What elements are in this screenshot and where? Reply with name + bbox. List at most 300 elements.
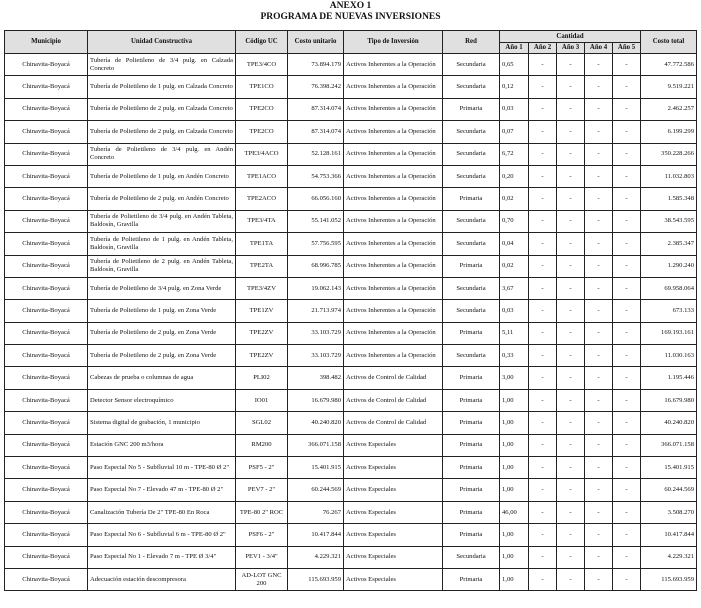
- cell-anio-4: -: [585, 165, 613, 187]
- cell-costo-unitario: 76.398.242: [288, 76, 344, 98]
- cell-red: Primaria: [443, 568, 500, 590]
- cell-municipio: Chinavita-Boyacá: [5, 188, 88, 210]
- cell-red: Primaria: [443, 501, 500, 523]
- cell-unidad: Tubería de Polietileno de 2 pulg. en Andén Concreto: [88, 188, 236, 210]
- table-row: [5, 54, 697, 76]
- table-row: [5, 345, 697, 367]
- cell-costo-unitario: 76.267: [288, 501, 344, 523]
- cell-anio-4: -: [585, 121, 613, 143]
- cell-anio-4: -: [585, 345, 613, 367]
- cell-unidad: Estación GNC 200 m3/hora: [88, 434, 236, 456]
- cell-anio-3: -: [557, 479, 585, 501]
- cell-tipo: Activos Especiales: [344, 524, 443, 546]
- cell-anio-5: -: [613, 524, 641, 546]
- cell-red: Secundaria: [443, 165, 500, 187]
- header-tipo: Tipo de Inversión: [344, 31, 443, 54]
- cell-anio-4: -: [585, 233, 613, 255]
- cell-anio-3: -: [557, 322, 585, 344]
- cell-tipo: Activos de Control de Calidad: [344, 412, 443, 434]
- cell-anio-1: 0,03: [500, 98, 529, 120]
- cell-anio-2: -: [529, 210, 557, 232]
- cell-codigo: TPE2CO: [236, 98, 288, 120]
- cell-anio-1: 1,00: [500, 412, 529, 434]
- cell-codigo: TPE1TA: [236, 233, 288, 255]
- cell-costo-unitario: 115.693.959: [288, 568, 344, 590]
- cell-costo-unitario: 66.056.160: [288, 188, 344, 210]
- cell-anio-5: -: [613, 165, 641, 187]
- cell-anio-2: -: [529, 143, 557, 165]
- cell-costo-total: 16.679.980: [641, 389, 697, 411]
- cell-costo-total: 40.240.820: [641, 412, 697, 434]
- cell-anio-1: 0,04: [500, 233, 529, 255]
- cell-anio-2: -: [529, 255, 557, 277]
- cell-costo-total: 9.519.221: [641, 76, 697, 98]
- cell-tipo: Activos Inherentes a la Operación: [344, 210, 443, 232]
- cell-costo-total: 1.195.446: [641, 367, 697, 389]
- cell-costo-unitario: 366.071.158: [288, 434, 344, 456]
- cell-anio-1: 1,00: [500, 546, 529, 568]
- table-row: [5, 233, 697, 255]
- cell-costo-unitario: 40.240.820: [288, 412, 344, 434]
- cell-tipo: Activos Inherentes a la Operación: [344, 54, 443, 76]
- cell-costo-unitario: 4.229.321: [288, 546, 344, 568]
- cell-municipio: Chinavita-Boyacá: [5, 255, 88, 277]
- cell-costo-total: 366.071.158: [641, 434, 697, 456]
- cell-municipio: Chinavita-Boyacá: [5, 367, 88, 389]
- cell-anio-1: 1,00: [500, 524, 529, 546]
- cell-tipo: Activos Inherentes a la Operación: [344, 121, 443, 143]
- header-municipio: Municipio: [5, 31, 88, 54]
- cell-costo-total: 60.244.569: [641, 479, 697, 501]
- cell-unidad: Tubería de Polietileno de 2 pulg. en Andén Tableta, Baldosín, Gravilla: [88, 255, 236, 277]
- cell-costo-total: 11.030.163: [641, 345, 697, 367]
- cell-tipo: Activos Inherentes a la Operación: [344, 188, 443, 210]
- cell-anio-3: -: [557, 412, 585, 434]
- cell-anio-5: -: [613, 322, 641, 344]
- cell-red: Secundaria: [443, 345, 500, 367]
- cell-anio-2: -: [529, 76, 557, 98]
- cell-costo-total: 115.693.959: [641, 568, 697, 590]
- cell-red: Secundaria: [443, 210, 500, 232]
- table-row: [5, 479, 697, 501]
- cell-anio-5: -: [613, 389, 641, 411]
- cell-anio-2: -: [529, 277, 557, 299]
- cell-codigo: TPE2CO: [236, 121, 288, 143]
- cell-anio-5: -: [613, 210, 641, 232]
- cell-municipio: Chinavita-Boyacá: [5, 277, 88, 299]
- table-body: [5, 54, 697, 591]
- cell-costo-unitario: 16.679.980: [288, 389, 344, 411]
- cell-costo-total: 4.229.321: [641, 546, 697, 568]
- cell-costo-unitario: 60.244.569: [288, 479, 344, 501]
- cell-red: Secundaria: [443, 76, 500, 98]
- cell-unidad: Detector Sensor electroquímico: [88, 389, 236, 411]
- cell-red: Secundaria: [443, 300, 500, 322]
- annex-label: ANEXO 1: [329, 1, 372, 11]
- cell-municipio: Chinavita-Boyacá: [5, 389, 88, 411]
- cell-anio-1: 0,02: [500, 255, 529, 277]
- cell-municipio: Chinavita-Boyacá: [5, 210, 88, 232]
- cell-costo-total: 1.290.240: [641, 255, 697, 277]
- cell-anio-1: 1,00: [500, 568, 529, 590]
- cell-anio-4: -: [585, 255, 613, 277]
- cell-anio-1: 0,65: [500, 54, 529, 76]
- cell-costo-total: 47.772.586: [641, 54, 697, 76]
- cell-codigo: TPE3/4ZV: [236, 277, 288, 299]
- cell-anio-5: -: [613, 98, 641, 120]
- cell-anio-3: -: [557, 501, 585, 523]
- cell-anio-2: -: [529, 121, 557, 143]
- cell-costo-unitario: 33.103.729: [288, 345, 344, 367]
- cell-anio-5: -: [613, 255, 641, 277]
- cell-tipo: Activos Especiales: [344, 501, 443, 523]
- header-costo-total: Costo total: [641, 31, 697, 54]
- cell-codigo: PSF6 - 2": [236, 524, 288, 546]
- table-row: [5, 300, 697, 322]
- cell-anio-5: -: [613, 345, 641, 367]
- cell-anio-4: -: [585, 277, 613, 299]
- cell-tipo: Activos de Control de Calidad: [344, 389, 443, 411]
- cell-unidad: Tubería de Polietileno de 1 pulg. en Calzada Concreto: [88, 76, 236, 98]
- document-title: PROGRAMA DE NUEVAS INVERSIONES: [260, 12, 441, 22]
- cell-anio-4: -: [585, 76, 613, 98]
- cell-anio-2: -: [529, 54, 557, 76]
- cell-tipo: Activos Especiales: [344, 568, 443, 590]
- cell-red: Primaria: [443, 98, 500, 120]
- cell-costo-unitario: 21.713.974: [288, 300, 344, 322]
- cell-unidad: Tubería de Polietileno de 3/4 pulg. en Zona Verde: [88, 277, 236, 299]
- cell-anio-5: -: [613, 54, 641, 76]
- cell-municipio: Chinavita-Boyacá: [5, 121, 88, 143]
- cell-municipio: Chinavita-Boyacá: [5, 501, 88, 523]
- cell-anio-2: -: [529, 546, 557, 568]
- cell-anio-2: -: [529, 165, 557, 187]
- table-row: [5, 434, 697, 456]
- cell-anio-3: -: [557, 143, 585, 165]
- cell-codigo: TPE1ZV: [236, 300, 288, 322]
- cell-unidad: Tubería de Polietileno de 3/4 pulg. en Calzada Concreto: [88, 54, 236, 76]
- cell-municipio: Chinavita-Boyacá: [5, 165, 88, 187]
- table-row: [5, 76, 697, 98]
- cell-codigo: TPE2ZV: [236, 322, 288, 344]
- cell-anio-1: 0,12: [500, 76, 529, 98]
- cell-anio-5: -: [613, 300, 641, 322]
- header-anio-3: Año 3: [557, 43, 585, 54]
- cell-tipo: Activos Inherentes a la Operación: [344, 98, 443, 120]
- cell-anio-2: -: [529, 98, 557, 120]
- cell-anio-1: 1,00: [500, 434, 529, 456]
- cell-anio-1: 0,20: [500, 165, 529, 187]
- cell-anio-3: -: [557, 210, 585, 232]
- cell-municipio: Chinavita-Boyacá: [5, 546, 88, 568]
- cell-tipo: Activos Especiales: [344, 479, 443, 501]
- cell-anio-1: 5,11: [500, 322, 529, 344]
- cell-municipio: Chinavita-Boyacá: [5, 143, 88, 165]
- cell-municipio: Chinavita-Boyacá: [5, 479, 88, 501]
- cell-anio-1: 1,00: [500, 389, 529, 411]
- cell-anio-1: 0,07: [500, 121, 529, 143]
- cell-codigo: TPE3/4ACO: [236, 143, 288, 165]
- cell-codigo: PEV1 - 3/4": [236, 546, 288, 568]
- cell-tipo: Activos Especiales: [344, 457, 443, 479]
- cell-unidad: Adecuación estación descompresora: [88, 568, 236, 590]
- cell-costo-total: 3.508.270: [641, 501, 697, 523]
- cell-anio-2: -: [529, 457, 557, 479]
- cell-codigo: PSF5 - 2": [236, 457, 288, 479]
- cell-codigo: TPE2TA: [236, 255, 288, 277]
- header-anio-2: Año 2: [529, 43, 557, 54]
- cell-anio-5: -: [613, 412, 641, 434]
- cell-municipio: Chinavita-Boyacá: [5, 434, 88, 456]
- cell-costo-unitario: 15.401.915: [288, 457, 344, 479]
- cell-anio-3: -: [557, 568, 585, 590]
- cell-anio-2: -: [529, 434, 557, 456]
- table-row: [5, 367, 697, 389]
- cell-municipio: Chinavita-Boyacá: [5, 457, 88, 479]
- cell-anio-5: -: [613, 367, 641, 389]
- cell-costo-unitario: 33.103.729: [288, 322, 344, 344]
- cell-codigo: TPE1ACO: [236, 165, 288, 187]
- cell-anio-5: -: [613, 546, 641, 568]
- cell-costo-total: 6.199.299: [641, 121, 697, 143]
- cell-red: Primaria: [443, 457, 500, 479]
- cell-red: Primaria: [443, 188, 500, 210]
- cell-anio-2: -: [529, 188, 557, 210]
- cell-anio-4: -: [585, 524, 613, 546]
- cell-costo-total: 11.032.803: [641, 165, 697, 187]
- cell-anio-3: -: [557, 345, 585, 367]
- cell-anio-2: -: [529, 479, 557, 501]
- cell-anio-3: -: [557, 121, 585, 143]
- cell-unidad: Tubería de Polietileno de 2 pulg. en Zona Verde: [88, 345, 236, 367]
- cell-codigo: AD-LOT GNC 200: [236, 568, 288, 590]
- cell-anio-3: -: [557, 54, 585, 76]
- document-header: [0, 0, 701, 23]
- cell-anio-3: -: [557, 524, 585, 546]
- header-cantidad: Cantidad: [500, 31, 641, 43]
- cell-anio-3: -: [557, 165, 585, 187]
- cell-costo-unitario: 87.314.074: [288, 98, 344, 120]
- cell-costo-total: 38.543.595: [641, 210, 697, 232]
- cell-unidad: Tubería de Polietileno de 2 pulg. en Zona Verde: [88, 322, 236, 344]
- cell-anio-2: -: [529, 412, 557, 434]
- cell-unidad: Cabezas de prueba o columnas de agua: [88, 367, 236, 389]
- cell-anio-1: 0,33: [500, 345, 529, 367]
- cell-tipo: Activos Inherentes a la Operación: [344, 300, 443, 322]
- cell-anio-4: -: [585, 210, 613, 232]
- cell-costo-unitario: 73.894.179: [288, 54, 344, 76]
- table-row: [5, 255, 697, 277]
- cell-tipo: Activos Inherentes a la Operación: [344, 277, 443, 299]
- cell-anio-5: -: [613, 76, 641, 98]
- cell-anio-4: -: [585, 412, 613, 434]
- cell-costo-total: 2.385.347: [641, 233, 697, 255]
- cell-codigo: PLI02: [236, 367, 288, 389]
- cell-anio-1: 6,72: [500, 143, 529, 165]
- cell-municipio: Chinavita-Boyacá: [5, 54, 88, 76]
- cell-tipo: Activos Inherentes a la Operación: [344, 322, 443, 344]
- cell-costo-unitario: 68.996.785: [288, 255, 344, 277]
- cell-unidad: Paso Especial No 7 - Elevado 47 m - TPE-80 Ø 2": [88, 479, 236, 501]
- cell-municipio: Chinavita-Boyacá: [5, 345, 88, 367]
- cell-anio-4: -: [585, 143, 613, 165]
- cell-tipo: Activos Inherentes a la Operación: [344, 143, 443, 165]
- table-row: [5, 210, 697, 232]
- table-row: [5, 165, 697, 187]
- cell-anio-5: -: [613, 233, 641, 255]
- cell-anio-2: -: [529, 524, 557, 546]
- cell-costo-unitario: 398.482: [288, 367, 344, 389]
- cell-codigo: TPE-80 2" ROC: [236, 501, 288, 523]
- cell-anio-4: -: [585, 546, 613, 568]
- cell-anio-2: -: [529, 568, 557, 590]
- cell-red: Secundaria: [443, 54, 500, 76]
- cell-anio-4: -: [585, 54, 613, 76]
- cell-anio-1: 1,00: [500, 479, 529, 501]
- cell-anio-3: -: [557, 98, 585, 120]
- cell-unidad: Canalización Tubería De 2" TPE-80 En Roca: [88, 501, 236, 523]
- cell-anio-1: 3,67: [500, 277, 529, 299]
- cell-unidad: Tubería de Polietileno de 3/4 pulg. en Andén Tableta, Baldosín, Gravilla: [88, 210, 236, 232]
- header-anio-1: Año 1: [500, 43, 529, 54]
- cell-anio-3: -: [557, 233, 585, 255]
- cell-anio-5: -: [613, 277, 641, 299]
- cell-red: Primaria: [443, 322, 500, 344]
- cell-anio-1: 0,70: [500, 210, 529, 232]
- cell-codigo: TPE3/4CO: [236, 54, 288, 76]
- cell-costo-total: 15.401.915: [641, 457, 697, 479]
- cell-anio-3: -: [557, 546, 585, 568]
- cell-unidad: Tubería de Polietileno de 2 pulg. en Calzada Concreto: [88, 98, 236, 120]
- table-row: [5, 457, 697, 479]
- cell-codigo: TPE2ZV: [236, 345, 288, 367]
- table-row: [5, 143, 697, 165]
- cell-municipio: Chinavita-Boyacá: [5, 412, 88, 434]
- cell-anio-3: -: [557, 389, 585, 411]
- cell-anio-5: -: [613, 188, 641, 210]
- cell-costo-total: 673.133: [641, 300, 697, 322]
- table-row: [5, 412, 697, 434]
- table-row: [5, 568, 697, 590]
- cell-red: Secundaria: [443, 233, 500, 255]
- cell-anio-4: -: [585, 188, 613, 210]
- header-unidad: Unidad Constructiva: [88, 31, 236, 54]
- cell-anio-5: -: [613, 501, 641, 523]
- investment-table: [4, 30, 697, 591]
- cell-red: Primaria: [443, 479, 500, 501]
- table-row: [5, 524, 697, 546]
- table-row: [5, 98, 697, 120]
- cell-anio-4: -: [585, 322, 613, 344]
- cell-anio-4: -: [585, 568, 613, 590]
- cell-codigo: PEV7 - 2": [236, 479, 288, 501]
- cell-unidad: Paso Especial No 5 - Subfluvial 10 m - TPE-80 Ø 2": [88, 457, 236, 479]
- cell-red: Primaria: [443, 524, 500, 546]
- cell-anio-5: -: [613, 479, 641, 501]
- cell-anio-1: 0,02: [500, 188, 529, 210]
- cell-costo-unitario: 87.314.074: [288, 121, 344, 143]
- table-row: [5, 277, 697, 299]
- cell-costo-unitario: 19.062.143: [288, 277, 344, 299]
- cell-municipio: Chinavita-Boyacá: [5, 300, 88, 322]
- table-row: [5, 188, 697, 210]
- cell-anio-4: -: [585, 98, 613, 120]
- cell-anio-4: -: [585, 367, 613, 389]
- cell-unidad: Sistema digital de grabación, 1 municipio: [88, 412, 236, 434]
- cell-red: Primaria: [443, 412, 500, 434]
- cell-costo-total: 169.193.161: [641, 322, 697, 344]
- cell-unidad: Paso Especial No 6 - Subfluvial 6 m - TPE-80 Ø 2": [88, 524, 236, 546]
- cell-codigo: TPE2ACO: [236, 188, 288, 210]
- header-red: Red: [443, 31, 500, 54]
- cell-anio-2: -: [529, 322, 557, 344]
- cell-anio-3: -: [557, 434, 585, 456]
- cell-anio-4: -: [585, 457, 613, 479]
- table-row: [5, 322, 697, 344]
- cell-anio-2: -: [529, 367, 557, 389]
- cell-anio-5: -: [613, 434, 641, 456]
- cell-anio-3: -: [557, 457, 585, 479]
- cell-red: Primaria: [443, 255, 500, 277]
- cell-costo-total: 1.585.348: [641, 188, 697, 210]
- cell-tipo: Activos Especiales: [344, 434, 443, 456]
- cell-anio-4: -: [585, 434, 613, 456]
- cell-tipo: Activos de Control de Calidad: [344, 367, 443, 389]
- cell-red: Secundaria: [443, 143, 500, 165]
- cell-anio-4: -: [585, 389, 613, 411]
- cell-codigo: RM200: [236, 434, 288, 456]
- cell-codigo: IO01: [236, 389, 288, 411]
- cell-tipo: Activos Inherentes a la Operación: [344, 345, 443, 367]
- cell-anio-3: -: [557, 76, 585, 98]
- cell-red: Secundaria: [443, 121, 500, 143]
- cell-unidad: Paso Especial No 1 - Elevado 7 m - TPE Ø 3/4": [88, 546, 236, 568]
- cell-municipio: Chinavita-Boyacá: [5, 76, 88, 98]
- cell-costo-total: 350.228.266: [641, 143, 697, 165]
- table-row: [5, 501, 697, 523]
- cell-anio-1: 0,03: [500, 300, 529, 322]
- cell-codigo: TPE1CO: [236, 76, 288, 98]
- cell-anio-2: -: [529, 233, 557, 255]
- cell-codigo: TPE3/4TA: [236, 210, 288, 232]
- cell-municipio: Chinavita-Boyacá: [5, 98, 88, 120]
- cell-costo-total: 10.417.844: [641, 524, 697, 546]
- cell-costo-unitario: 55.141.052: [288, 210, 344, 232]
- cell-unidad: Tubería de Polietileno de 1 pulg. en Andén Tableta, Baldosín, Gravilla: [88, 233, 236, 255]
- cell-anio-3: -: [557, 367, 585, 389]
- cell-red: Secundaria: [443, 277, 500, 299]
- cell-costo-unitario: 54.753.366: [288, 165, 344, 187]
- cell-unidad: Tubería de Polietileno de 1 pulg. en Andén Concreto: [88, 165, 236, 187]
- cell-municipio: Chinavita-Boyacá: [5, 568, 88, 590]
- cell-anio-2: -: [529, 501, 557, 523]
- cell-anio-2: -: [529, 300, 557, 322]
- cell-anio-2: -: [529, 389, 557, 411]
- cell-anio-3: -: [557, 277, 585, 299]
- cell-costo-total: 69.958.064: [641, 277, 697, 299]
- cell-anio-5: -: [613, 457, 641, 479]
- cell-unidad: Tubería de Polietileno de 1 pulg. en Zona Verde: [88, 300, 236, 322]
- cell-anio-2: -: [529, 345, 557, 367]
- cell-red: Primaria: [443, 389, 500, 411]
- cell-red: Secundaria: [443, 546, 500, 568]
- cell-municipio: Chinavita-Boyacá: [5, 322, 88, 344]
- table-row: [5, 546, 697, 568]
- cell-costo-unitario: 52.128.161: [288, 143, 344, 165]
- cell-tipo: Activos Inherentes a la Operación: [344, 165, 443, 187]
- cell-unidad: Tubería de Polietileno de 3/4 pulg. en Andén Concreto: [88, 143, 236, 165]
- header-anio-4: Año 4: [585, 43, 613, 54]
